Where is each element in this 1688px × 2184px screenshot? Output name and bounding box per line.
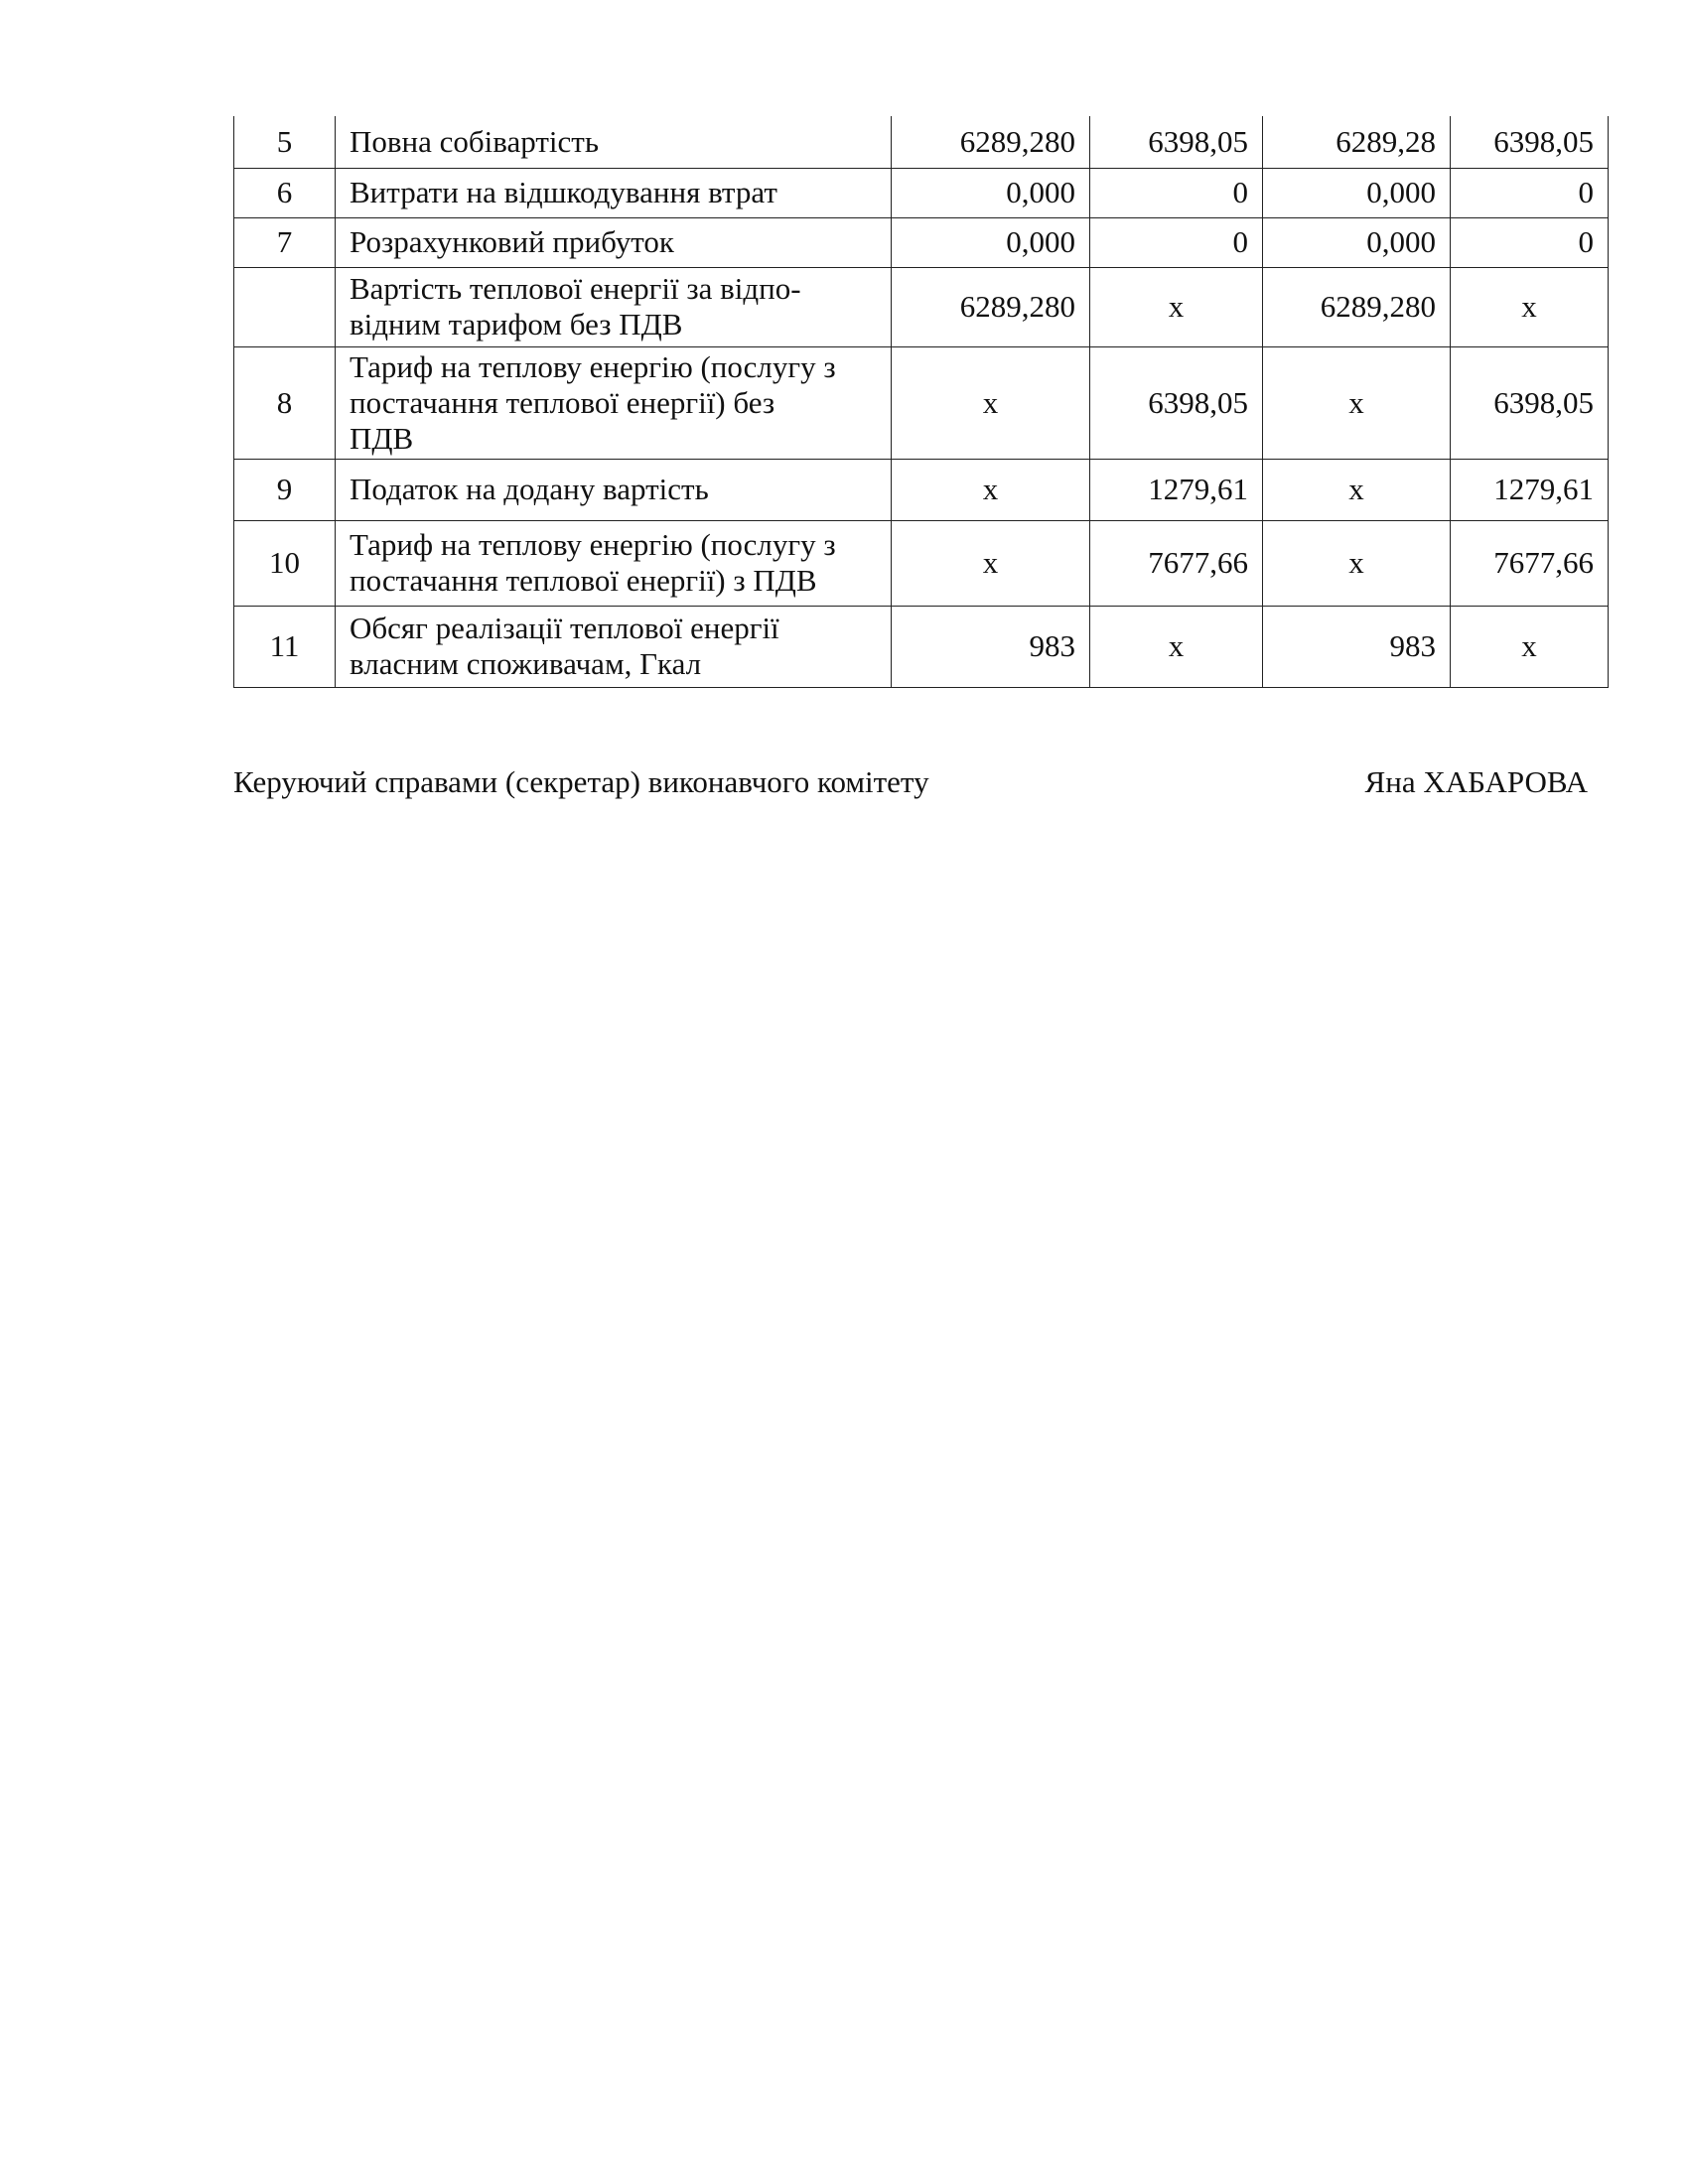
row-number bbox=[234, 267, 336, 346]
signer-name: Яна ХАБАРОВА bbox=[1364, 764, 1588, 799]
tariff-table bbox=[233, 116, 1609, 688]
value-cell: 1279,61 bbox=[1451, 459, 1609, 520]
table-row bbox=[234, 346, 1609, 459]
value-cell: 7677,66 bbox=[1451, 520, 1609, 606]
row-name bbox=[336, 267, 892, 346]
value-cell: 983 bbox=[1263, 606, 1451, 687]
row-name: Витрати на відшкодування втрат bbox=[336, 168, 892, 217]
value-cell: 983 bbox=[892, 606, 1090, 687]
row-name: Повна собівартість bbox=[336, 116, 892, 168]
value-cell: х bbox=[1090, 267, 1263, 346]
signer-position: Керуючий справами (секретар) виконавчого комітету bbox=[233, 764, 929, 799]
row-name-line: Тариф на теплову енергію (послугу з bbox=[350, 348, 836, 384]
row-number: 5 bbox=[234, 116, 336, 168]
row-name bbox=[336, 606, 892, 687]
value-cell: 6398,05 bbox=[1090, 346, 1263, 459]
table-row bbox=[234, 217, 1609, 267]
table-row bbox=[234, 267, 1609, 346]
value-cell: 0 bbox=[1090, 217, 1263, 267]
value-cell: 1279,61 bbox=[1090, 459, 1263, 520]
value-cell: 6398,05 bbox=[1451, 116, 1609, 168]
value-cell: 6289,280 bbox=[1263, 267, 1451, 346]
value-cell: 7677,66 bbox=[1090, 520, 1263, 606]
value-cell: 0 bbox=[1451, 217, 1609, 267]
value-cell: х bbox=[1451, 606, 1609, 687]
row-number: 8 bbox=[234, 346, 336, 459]
value-cell: 6398,05 bbox=[1090, 116, 1263, 168]
value-cell: 6289,280 bbox=[892, 267, 1090, 346]
value-cell: х bbox=[1090, 606, 1263, 687]
value-cell: х bbox=[892, 520, 1090, 606]
row-number: 9 bbox=[234, 459, 336, 520]
value-cell: х bbox=[1263, 346, 1451, 459]
value-cell: 0,000 bbox=[1263, 217, 1451, 267]
value-cell: х bbox=[892, 459, 1090, 520]
row-name bbox=[336, 346, 892, 459]
row-name: Податок на додану вартість bbox=[336, 459, 892, 520]
row-name-line: Обсяг реалізації теплової енергії bbox=[350, 611, 779, 645]
value-cell: 0 bbox=[1451, 168, 1609, 217]
row-name-line: відним тарифом без ПДВ bbox=[350, 307, 683, 341]
table-row bbox=[234, 606, 1609, 687]
value-cell: 6289,280 bbox=[892, 116, 1090, 168]
row-name bbox=[336, 520, 892, 606]
value-cell: 0,000 bbox=[1263, 168, 1451, 217]
value-cell: 6289,28 bbox=[1263, 116, 1451, 168]
value-cell: 0,000 bbox=[892, 168, 1090, 217]
table-row bbox=[234, 459, 1609, 520]
table-row bbox=[234, 520, 1609, 606]
table-row bbox=[234, 168, 1609, 217]
row-number: 6 bbox=[234, 168, 336, 217]
value-cell: 0,000 bbox=[892, 217, 1090, 267]
row-name-line: Тариф на теплову енергію (послугу з bbox=[350, 527, 836, 562]
row-number: 10 bbox=[234, 520, 336, 606]
row-name-line: постачання теплової енергії) з ПДВ bbox=[350, 563, 817, 598]
value-cell: х bbox=[1263, 520, 1451, 606]
row-name-line: власним споживачам, Гкал bbox=[350, 646, 702, 681]
row-name-line: постачання теплової енергії) без bbox=[350, 384, 775, 420]
table-row bbox=[234, 116, 1609, 168]
value-cell: 0 bbox=[1090, 168, 1263, 217]
row-number: 7 bbox=[234, 217, 336, 267]
row-name: Розрахунковий прибуток bbox=[336, 217, 892, 267]
row-name-line: Вартість теплової енергії за відпо- bbox=[350, 271, 801, 306]
value-cell: х bbox=[1451, 267, 1609, 346]
value-cell: 6398,05 bbox=[1451, 346, 1609, 459]
row-name-line: ПДВ bbox=[350, 420, 414, 456]
value-cell: х bbox=[892, 346, 1090, 459]
value-cell: х bbox=[1263, 459, 1451, 520]
row-number: 11 bbox=[234, 606, 336, 687]
